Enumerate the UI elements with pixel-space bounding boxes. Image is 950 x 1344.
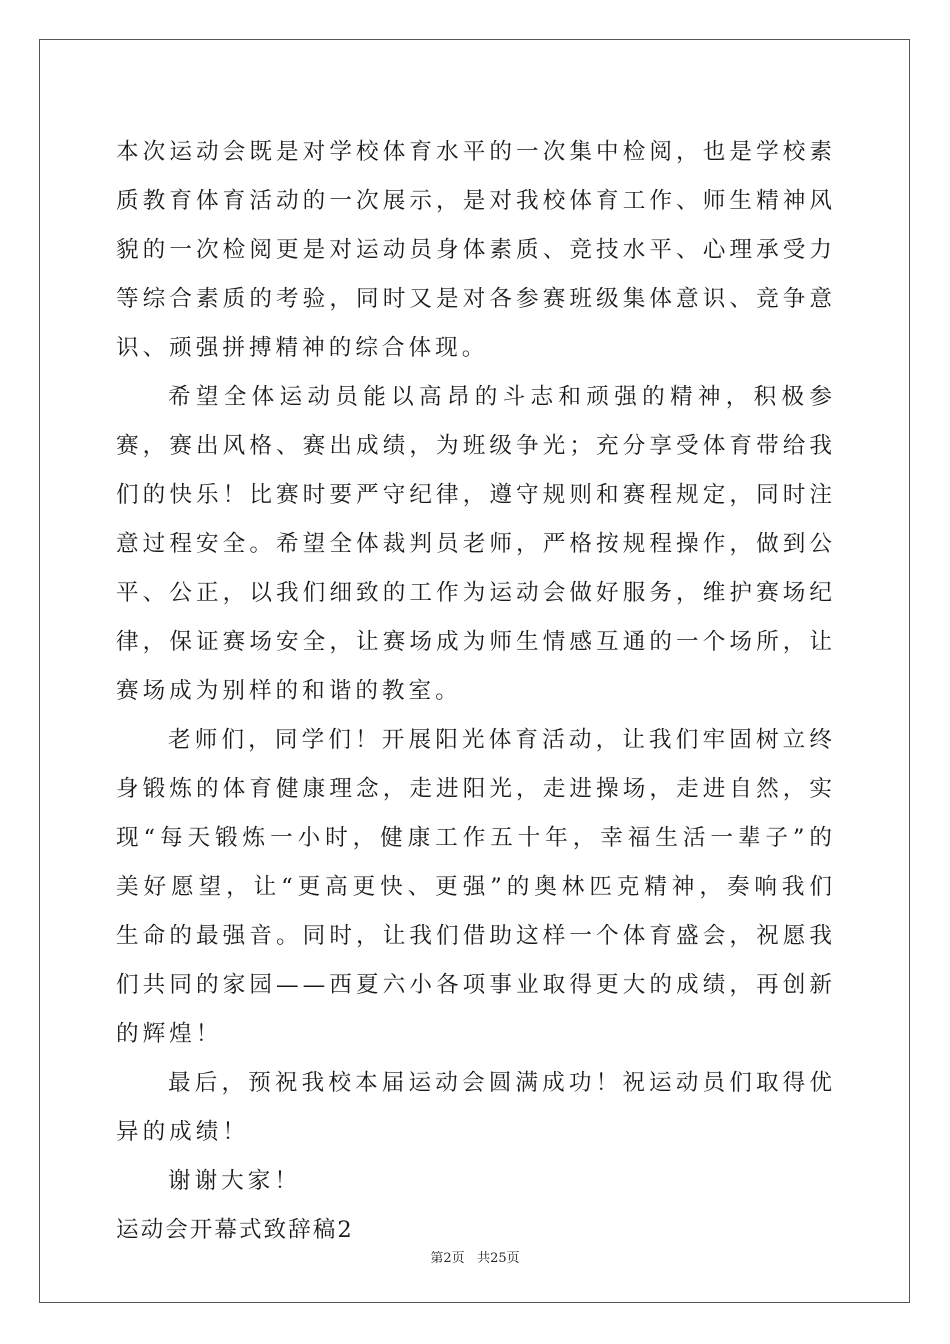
- paragraph: 最后，预祝我校本届运动会圆满成功！祝运动员们取得优异的成绩！: [116, 1070, 836, 1145]
- paragraph: 老师们，同学们！开展阳光体育活动，让我们牢固树立终身锻炼的体育健康理念，走进阳光，走进操场，走进自然，实现“每天锻炼一小时，健康工作五十年，幸福生活一辈子”的美好愿望，让“更高更快、更强”的奥林匹克精神，奏响我们生命的最强音。同时，让我们借助这样一个体育盛会，祝愿我们共同的家园——西夏六小各项事业取得更大的成绩，再创新的辉煌！: [116, 727, 836, 1047]
- document-body: [116, 128, 836, 1255]
- page-number: 第2页: [430, 1251, 465, 1266]
- page-footer: [0, 1247, 950, 1266]
- paragraph: 希望全体运动员能以高昂的斗志和顽强的精神，积极参赛，赛出风格、赛出成绩，为班级争光；充分享受体育带给我们的快乐！比赛时要严守纪律，遵守规则和赛程规定，同时注意过程安全。希望全体裁判员老师，严格按规程操作，做到公平、公正，以我们细致的工作为运动会做好服务，维护赛场纪律，保证赛场安全，让赛场成为师生情感互通的一个场所，让赛场成为别样的和谐的教室。: [116, 384, 836, 704]
- section-title: 运动会开幕式致辞稿2: [116, 1217, 354, 1243]
- paragraph: 谢谢大家！: [168, 1168, 301, 1194]
- total-pages: 共25页: [477, 1251, 520, 1266]
- paragraph: 本次运动会既是对学校体育水平的一次集中检阅，也是学校素质教育体育活动的一次展示，是对我校体育工作、师生精神风貌的一次检阅更是对运动员身体素质、竞技水平、心理承受力等综合素质的考验，同时又是对各参赛班级集体意识、竞争意识、顽强拼搏精神的综合体现。: [116, 139, 836, 361]
